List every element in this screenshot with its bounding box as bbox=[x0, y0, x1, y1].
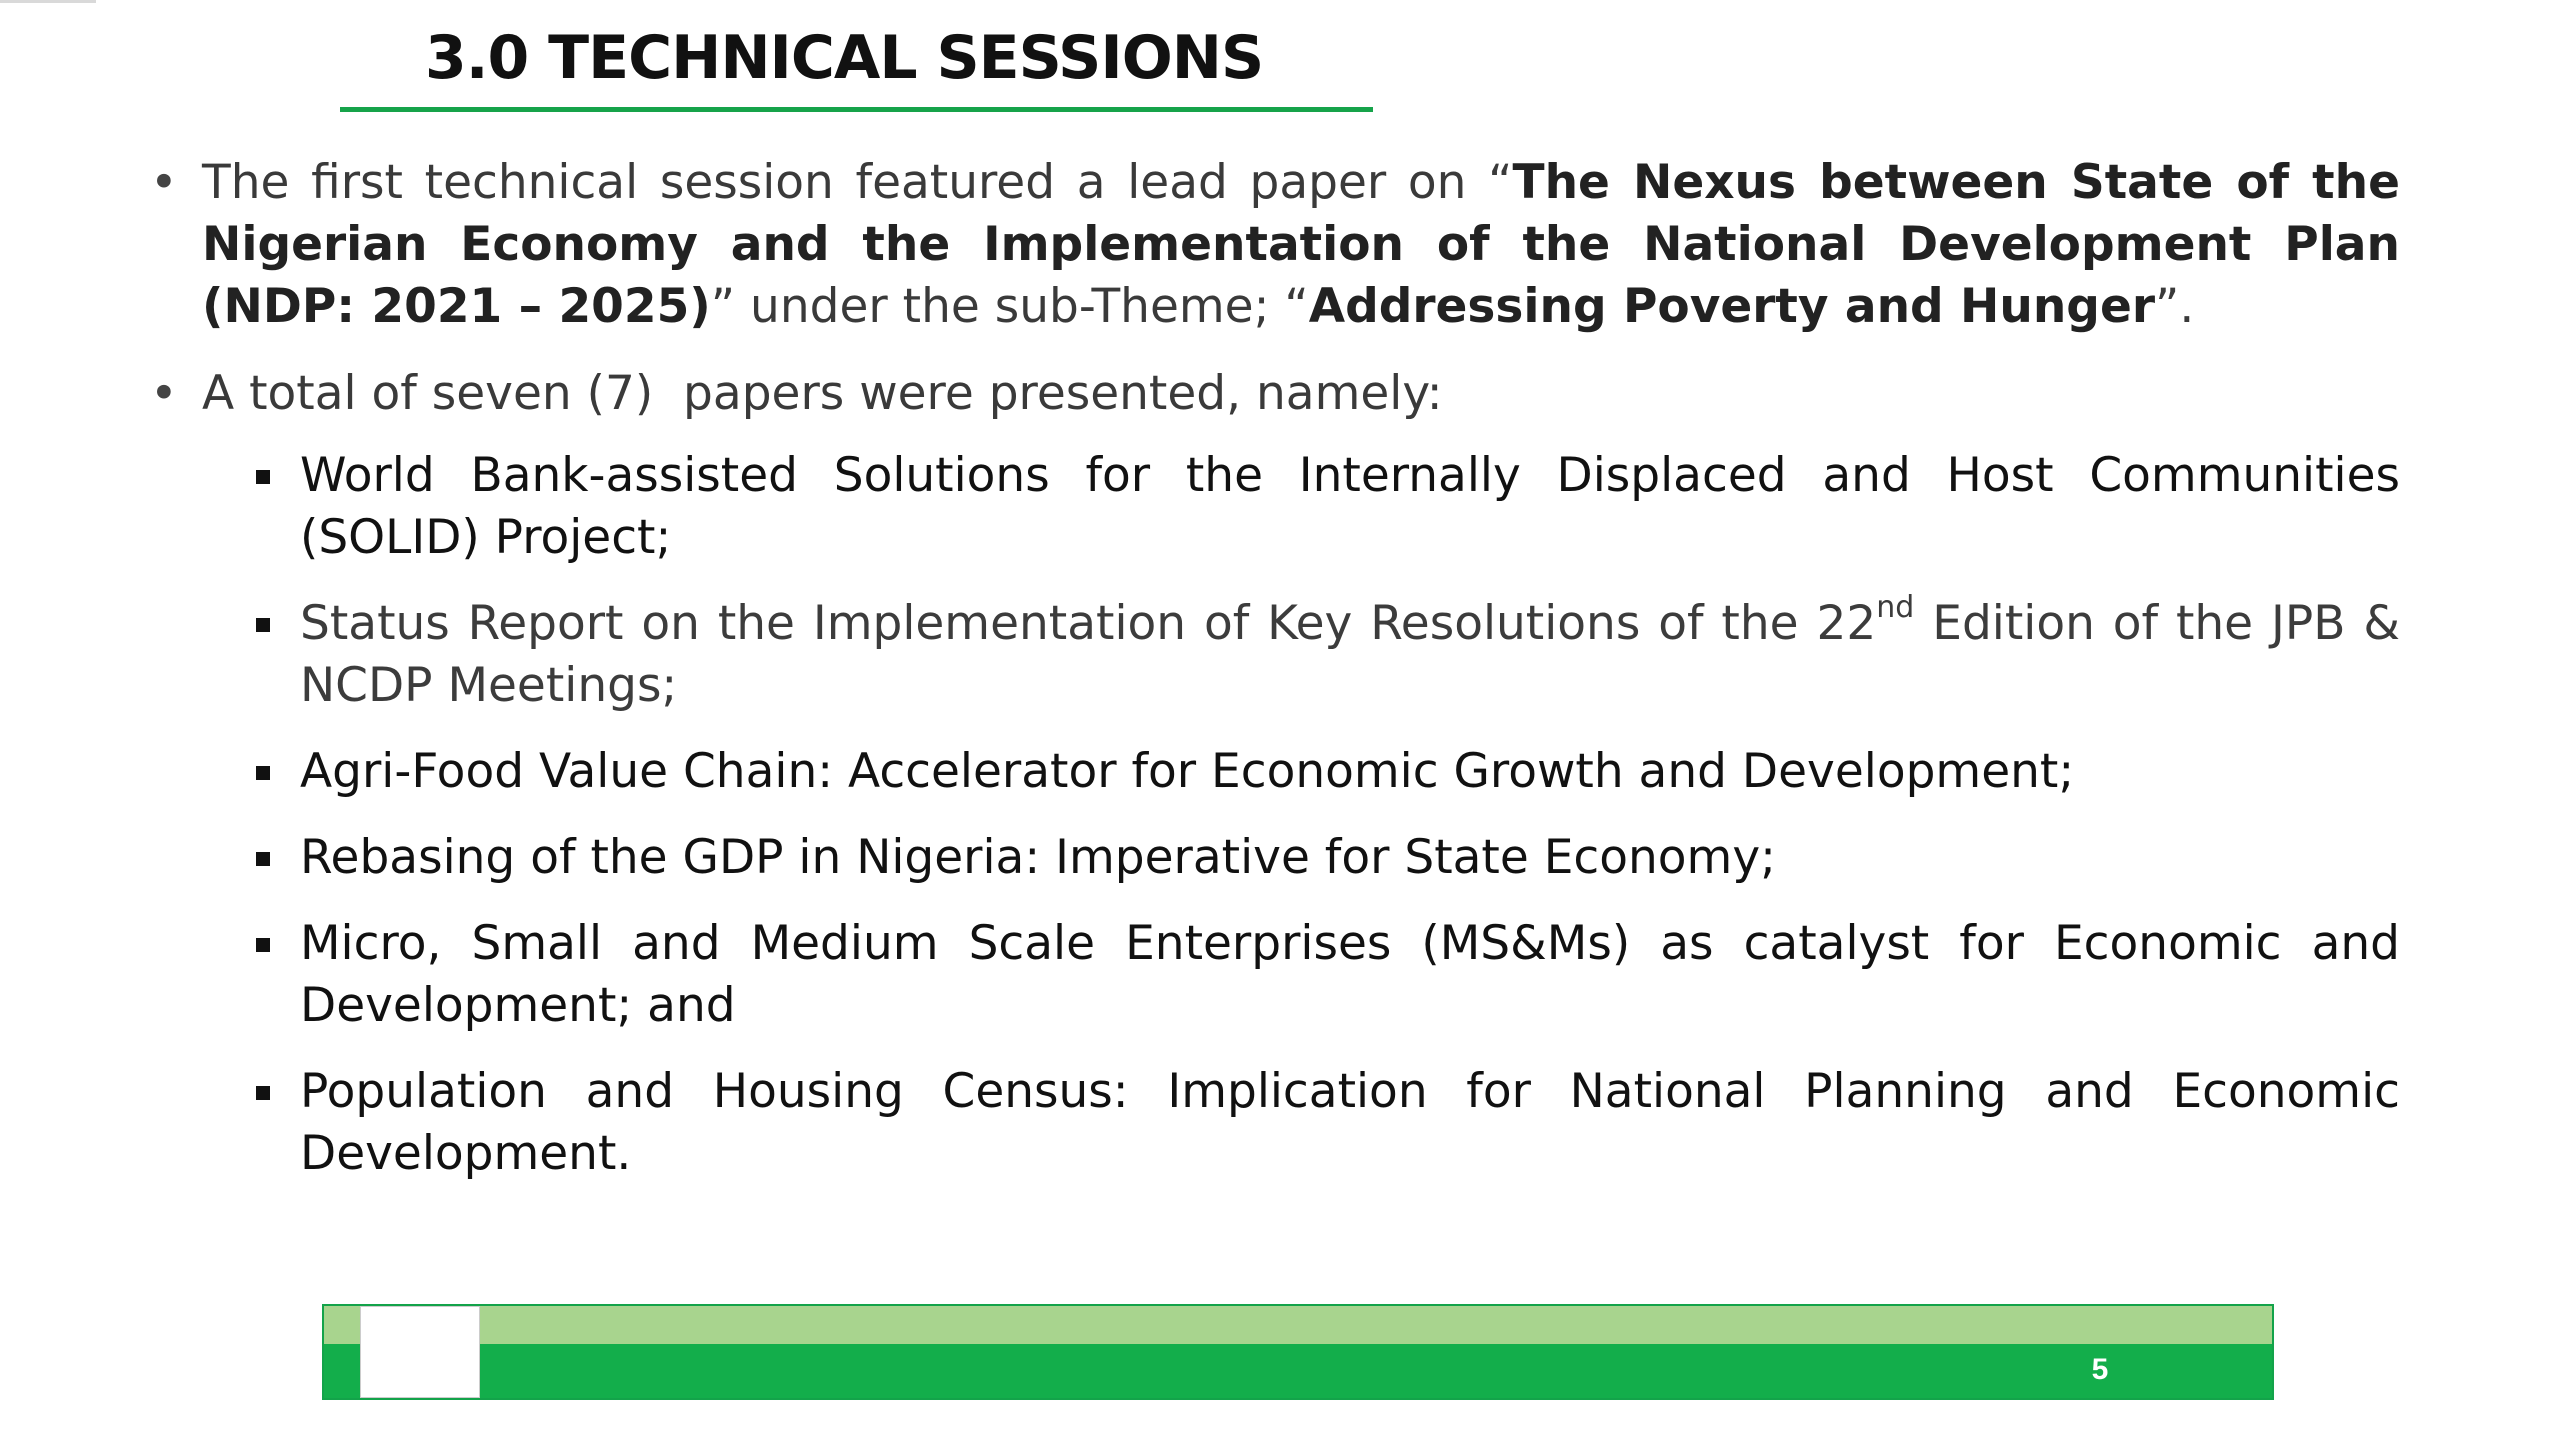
bullet-lead-paper bbox=[140, 152, 2400, 338]
square-bullet-icon bbox=[256, 470, 270, 484]
square-bullet-icon bbox=[256, 852, 270, 866]
bullet-dot-icon: • bbox=[150, 366, 178, 421]
paper-title: Population and Housing Census: Implication for National Planning and Economic Development. bbox=[300, 1064, 2400, 1181]
slide-title: 3.0 TECHNICAL SESSIONS bbox=[425, 23, 1264, 93]
title-underline bbox=[340, 107, 1373, 112]
list-item bbox=[300, 741, 2400, 803]
list-item bbox=[300, 1061, 2400, 1185]
list-item bbox=[300, 590, 2400, 717]
list-item bbox=[300, 827, 2400, 889]
list-item bbox=[300, 445, 2400, 569]
paper-title: Rebasing of the GDP in Nigeria: Imperative for State Economy; bbox=[300, 830, 1776, 885]
bullet-papers-total bbox=[140, 363, 2400, 425]
bullet-text: A total of seven (7) papers were presented, namely: bbox=[202, 366, 1443, 421]
page-number: 5 bbox=[2091, 1353, 2109, 1386]
sub-theme-title: Addressing Poverty and Hunger bbox=[1308, 279, 2155, 334]
square-bullet-icon bbox=[256, 618, 270, 632]
square-bullet-icon bbox=[256, 1086, 270, 1100]
slide-content bbox=[140, 152, 2400, 1209]
papers-list bbox=[140, 445, 2400, 1185]
bullet-text-part: The first technical session featured a lead paper on “ bbox=[202, 155, 1513, 210]
ordinal-suffix: nd bbox=[1876, 590, 1915, 625]
list-item bbox=[300, 913, 2400, 1037]
square-bullet-icon bbox=[256, 938, 270, 952]
paper-title: World Bank-assisted Solutions for the Internally Displaced and Host Communities (SOLID) Project; bbox=[300, 448, 2400, 565]
square-bullet-icon bbox=[256, 766, 270, 780]
footer-light-band bbox=[324, 1306, 2272, 1344]
footer-logo-box bbox=[360, 1306, 480, 1398]
bullet-dot-icon: • bbox=[150, 155, 178, 210]
bullet-text-part: ” under the sub-Theme; “ bbox=[710, 279, 1309, 334]
paper-title: Agri-Food Value Chain: Accelerator for Economic Growth and Development; bbox=[300, 744, 2075, 799]
corner-mark bbox=[0, 0, 96, 3]
paper-title-post: Edition of the JPB & NCDP Meetings; bbox=[300, 596, 2400, 713]
footer-bar bbox=[322, 1304, 2274, 1400]
paper-title: Micro, Small and Medium Scale Enterprises (MS&Ms) as catalyst for Economic and Development; and bbox=[300, 916, 2400, 1033]
bullet-text-part: ”. bbox=[2155, 279, 2195, 334]
paper-title-pre: Status Report on the Implementation of Key Resolutions of the 22 bbox=[300, 596, 1877, 651]
lead-paper-title: The Nexus between State of the Nigerian Economy and the Implementation of the National Development Plan (NDP: 2021 – 2025) bbox=[202, 155, 2400, 334]
